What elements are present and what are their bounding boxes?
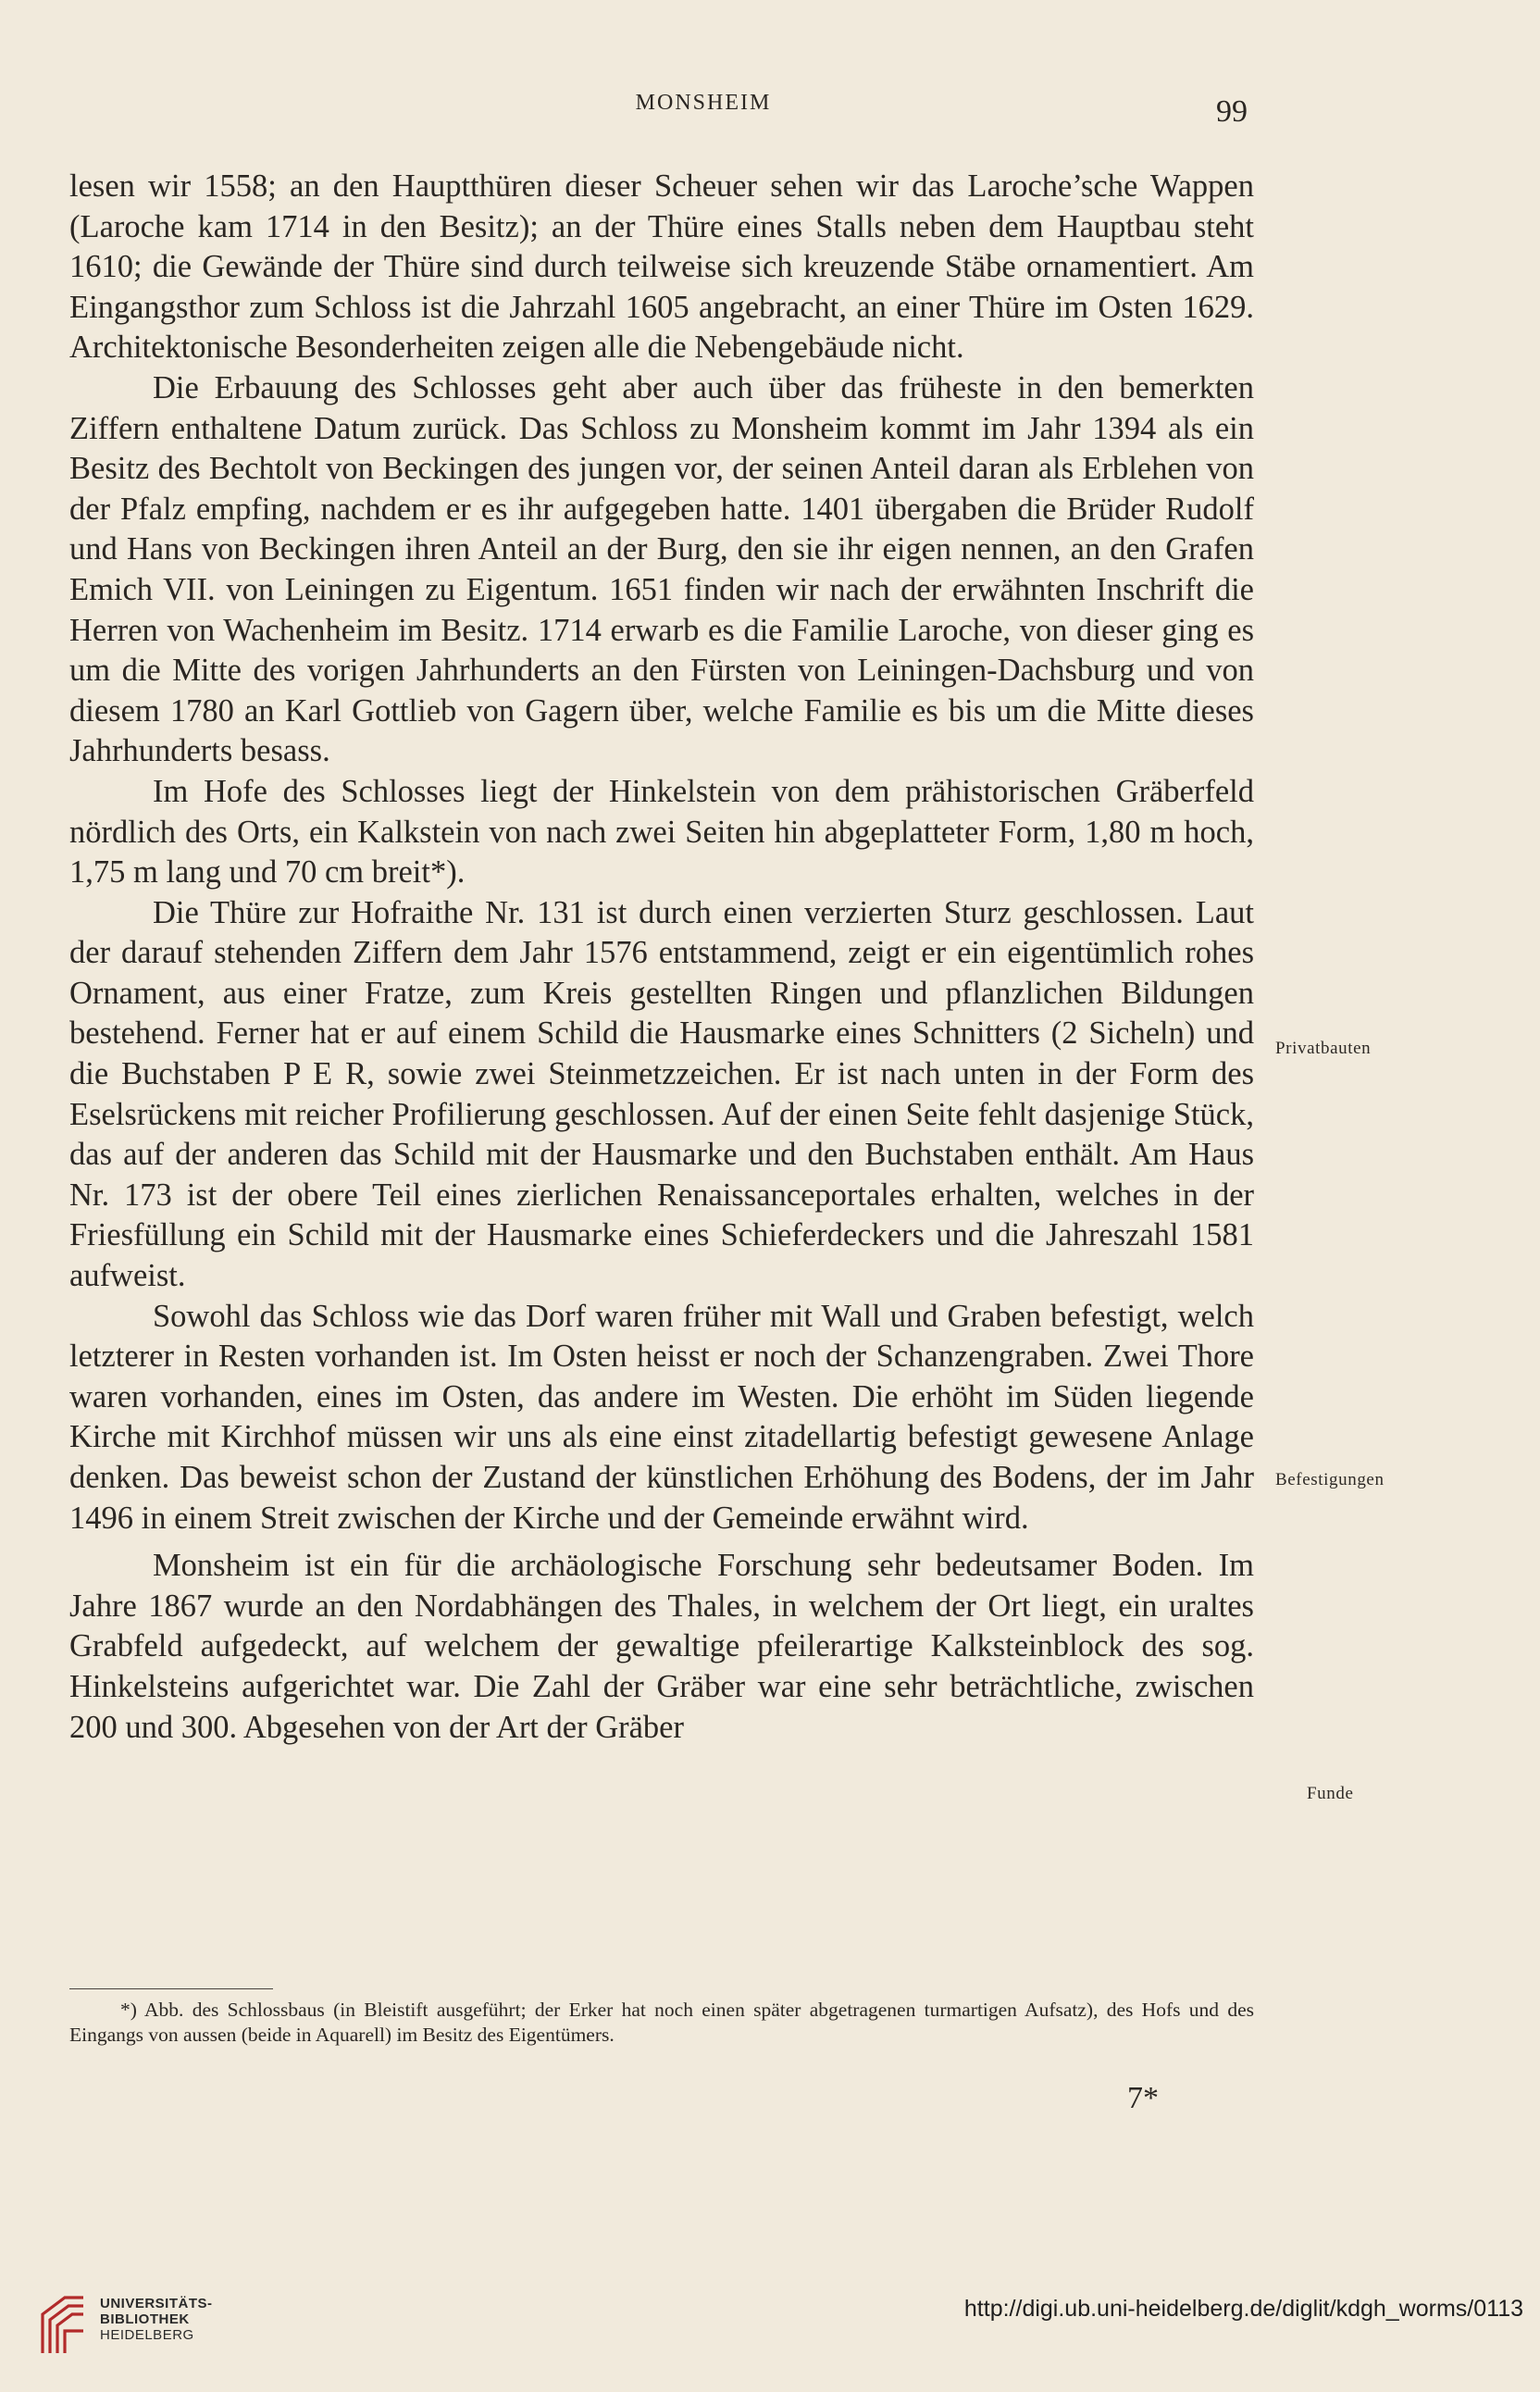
paragraph: Monsheim ist ein für die archäologische Forschung sehr bedeutsamer Boden. Im Jahre 1867 wurde an den Nordabhängen des Thales, in welchem der Ort liegt, ein uraltes Grabfeld aufgedeckt, auf welchem der gewaltige pfeilerartige Kalksteinblock des sog. Hinkelsteins aufgerichtet war. Die Zahl der Gräber war eine sehr beträchtliche, zwischen 200 und 300. Abgesehen von der Art der Gräber — [69, 1548, 1254, 1745]
paragraph: Sowohl das Schloss wie das Dorf waren früher mit Wall und Graben befestigt, welch letzterer in Resten vorhanden ist. Im Osten heisst er noch der Schanzengraben. Zwei Thore waren vorhanden, eines im Osten, das andere im Westen. Die erhöht im Süden liegende Kirche mit Kirchhof müssen wir uns als eine einst zitadellartig befestigt gewesene Anlage denken. Das beweist schon der Zustand der künstlichen Erhöhung des Bodens, der im Jahr 1496 in einem Streit zwischen der Kirche und der Gemeinde erwähnt wird. — [69, 1298, 1254, 1536]
paragraph: Die Thüre zur Hofraithe Nr. 131 ist durch einen verzierten Sturz geschlossen. Laut der darauf stehenden Ziffern dem Jahr 1576 entstammend, zeigt er ein eigentümlich rohes Ornament, aus einer Fratze, zum Kreis gestellten Ringen und pflanzlichen Bildungen bestehend. Ferner hat er auf einem Schild die Hausmarke eines Schnitters (2 Sicheln) und die Buchstaben P E R, sowie zwei Steinmetzzeichen. Er ist nach unten in der Form des Eselsrückens mit reicher Profilierung geschlossen. Auf der einen Seite fehlt dasjenige Stück, das auf der anderen das Schild mit der Hausmarke und den Buchstaben enthält. Am Haus Nr. 173 ist der obere Teil eines zierlichen Renaissanceportales erhalten, welches in der Friesfüllung ein Schild mit der Hausmarke eines Schieferdeckers und die Jahreszahl 1581 aufweist. — [69, 894, 1254, 1294]
paragraph: Die Erbauung des Schlosses geht aber auch über das früheste in den bemerkten Ziffern enthaltene Datum zurück. Das Schloss zu Monsheim kommt im Jahr 1394 als ein Besitz des Bechtolt von Beckingen des jungen vor, der seinen Anteil daran als Erblehen von der Pfalz empfing, nachdem er es ihr aufgegeben hatte. 1401 übergaben die Brüder Rudolf und Hans von Beckingen ihren Anteil an der Burg, den sie ihr eigen nennen, an den Grafen Emich VII. von Leiningen zu Eigentum. 1651 finden wir nach der erwähnten Inschrift die Herren von Wachenheim im Besitz. 1714 erwarb es die Familie Laroche, von dieser ging es um die Mitte des vorigen Jahrhunderts an den Fürsten von Leiningen-Dachsburg und von diesem 1780 an Karl Gottlieb von Gagern über, welche Familie es bis um die Mitte dieses Jahrhunderts besass. — [69, 369, 1254, 769]
signature-mark: 7* — [1127, 2081, 1159, 2115]
paragraph: lesen wir 1558; an den Hauptthüren dieser Scheuer sehen wir das Laroche’sche Wappen (Laroche kam 1714 in den Besitz); an der Thüre eines Stalls neben dem Hauptbau steht 1610; die Gewände der Thüre sind durch teilweise sich kreuzende Stäbe ornamentiert. Am Eingangsthor zum Schloss ist die Jahrzahl 1605 angebracht, an einer Thüre im Osten 1629. Architektonische Besonderheiten zeigen alle die Nebengebäude nicht. — [69, 168, 1254, 366]
paragraph: Im Hofe des Schlosses liegt der Hinkelstein von dem prähistorischen Gräberfeld nördlich des Orts, ein Kalkstein von nach zwei Seiten hin abgeplatteter Form, 1,80 m hoch, 1,75 m lang und 70 cm breit*). — [69, 773, 1254, 891]
body-text — [69, 167, 1254, 1748]
margin-note-funde: Funde — [1307, 1784, 1354, 1803]
page-number: 99 — [1216, 94, 1248, 129]
footnote: *) Abb. des Schlossbaus (in Bleistift ausgeführt; der Erker hat noch einen später abgetragenen turmartigen Aufsatz), des Hofs und des Eingangs von aussen (beide in Aquarell) im Besitz des Eigentümers. — [69, 1999, 1254, 2046]
margin-note-privatbauten: Privatbauten — [1275, 1039, 1372, 1058]
margin-note-befestigungen: Befestigungen — [1275, 1470, 1385, 1489]
library-logo-icon — [37, 2292, 89, 2359]
footnote-divider — [69, 1988, 273, 1989]
library-name: UNIVERSITÄTS- BIBLIOTHEK HEIDELBERG — [100, 2296, 213, 2343]
source-url-link[interactable]: http://digi.ub.uni-heidelberg.de/diglit/kdgh_worms/0113 — [963, 2296, 1523, 2322]
footer — [0, 2285, 1540, 2392]
running-head: MONSHEIM — [635, 91, 772, 115]
